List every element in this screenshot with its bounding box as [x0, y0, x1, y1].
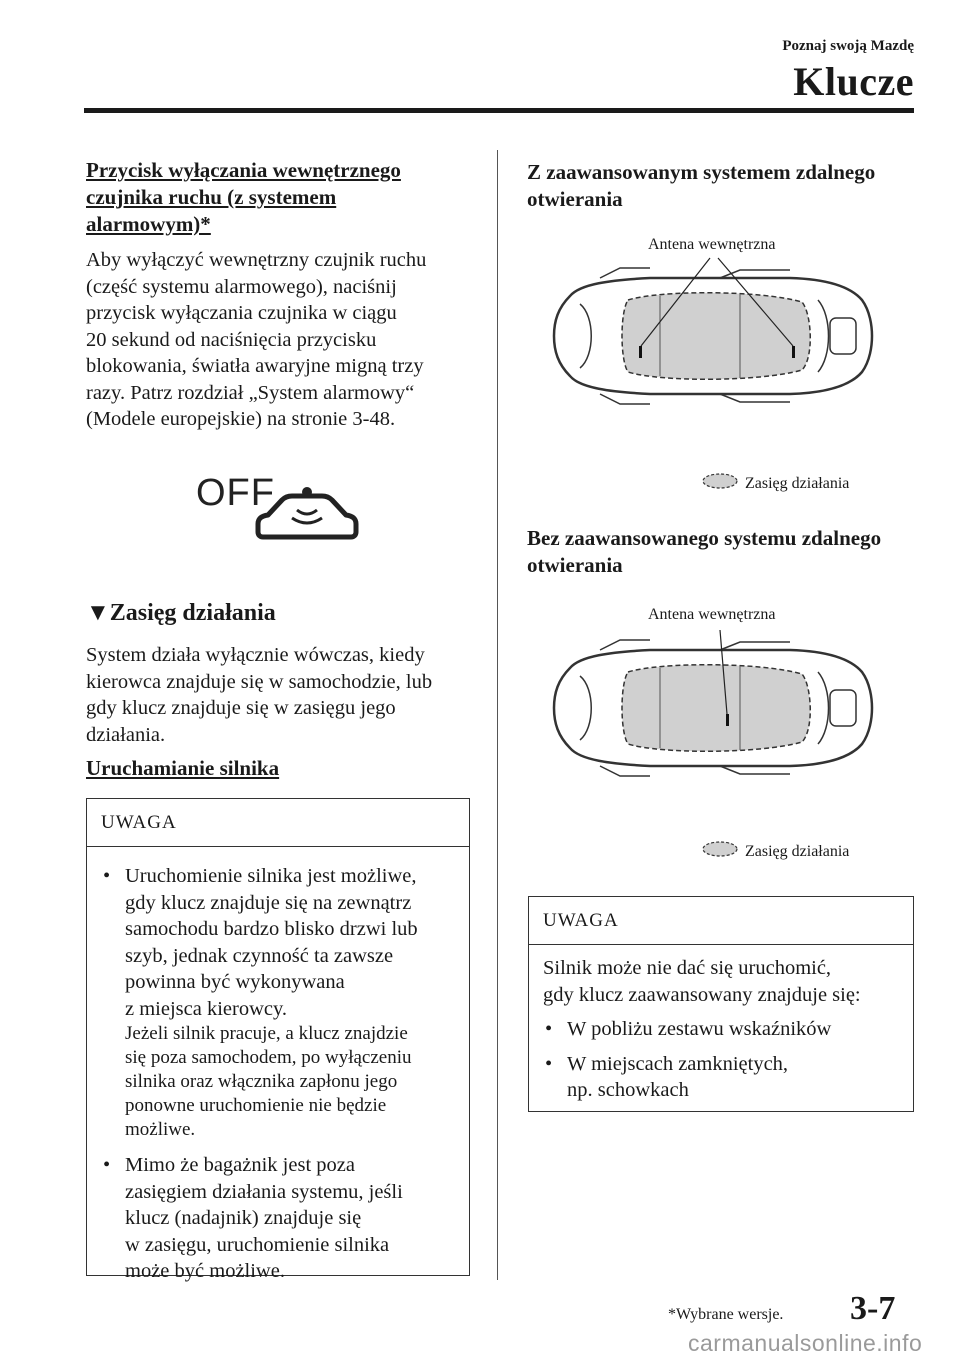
bullet-dot: •: [545, 1018, 553, 1040]
range-legend-icon: [701, 840, 739, 858]
antenna-label-1: Antena wewnętrzna: [648, 236, 776, 253]
right-note-box: UWAGA Silnik może nie dać się uruchomić, gdy klucz zaawansowany znajduje się: • W pobliżu zestawu wskaźników • W miejscach zamkniętych, np. schowkach: [528, 896, 914, 1112]
note-bullet-1: • W pobliżu zestawu wskaźników: [543, 1016, 899, 1043]
advanced-heading: Z zaawansowanym systemem zdalnego otwierania: [527, 160, 876, 211]
range-label-2: Zasięg działania: [745, 843, 850, 860]
left-note-box: [86, 798, 470, 1282]
motion-sensor-subheading: Przycisk wyłączania wewnętrznego czujnika ruchu (z systemem alarmowym)*: [86, 158, 401, 236]
watermark: carmanualsonline.info: [688, 1330, 923, 1356]
page-title: Klucze: [793, 59, 914, 104]
note-bullet-1: • Uruchomienie silnika jest możliwe, gdy klucz znajduje się na zewnątrz samochodu bardzo blisko drzwi lub szyb, jednak czynność ta zawsze powinna być wykonywana z miejsca kierowcy. Jeżeli silnik pracuje, a klucz znajdzie się poza samochodem, po wyłączeniu silnika oraz włącznika zapłonu jego ponowne uruchomienie nie będzie możliwe.: [103, 865, 418, 1140]
motion-sensor-off-icon: [196, 470, 366, 550]
note-header: UWAGA: [87, 799, 469, 847]
engine-start-subheading: Uruchamianie silnika: [86, 756, 280, 780]
off-text: OFF: [196, 472, 275, 514]
note-bullet-2: • W miejscach zamkniętych, np. schowkach: [543, 1051, 899, 1104]
motion-sensor-paragraph: Aby wyłączyć wewnętrzny czujnik ruchu (część systemu alarmowego), naciśnij przycisk wyłączania czujnika w ciągu 20 sekund od naciśnięcia przycisku blokowania, światła awaryjne migną trzy razy. Patrz rozdział „System alarmowy“ (Modele europejskie) na stronie 3-48.: [86, 249, 427, 430]
car-sensor-icon: [252, 480, 364, 550]
bullet-dot: •: [103, 1154, 111, 1176]
range-label-1: Zasięg działania: [745, 475, 850, 492]
note-header: UWAGA: [529, 897, 913, 945]
footnote: *Wybrane wersje.: [668, 1306, 784, 1323]
basic-heading: Bez zaawansowanego systemu zdalnego otwierania: [527, 526, 882, 577]
range-legend-icon: [701, 472, 739, 490]
header-rule: [84, 108, 914, 113]
antenna-label-2: Antena wewnętrzna: [648, 606, 776, 623]
car-diagram-basic: [540, 628, 880, 788]
page-number: 3-7: [850, 1290, 896, 1327]
bullet-dot: •: [103, 865, 111, 887]
column-divider: [497, 150, 498, 1280]
note-bullet-2: • Mimo że bagażnik jest poza zasięgiem działania systemu, jeśli klucz (nadajnik) znajduje się w zasięgu, uruchomienie silnika może być możliwe.: [101, 1152, 455, 1285]
car-diagram-advanced: [540, 256, 880, 416]
section-header: Poznaj swoją Mazdę: [782, 38, 914, 54]
range-paragraph: System działa wyłącznie wówczas, kiedy kierowca znajduje się w samochodzie, lub gdy klucz znajduje się w zasięgu jego działania.: [86, 644, 433, 746]
range-section-heading: ▼Zasięg działania: [86, 600, 276, 626]
bullet-dot: •: [545, 1052, 553, 1075]
